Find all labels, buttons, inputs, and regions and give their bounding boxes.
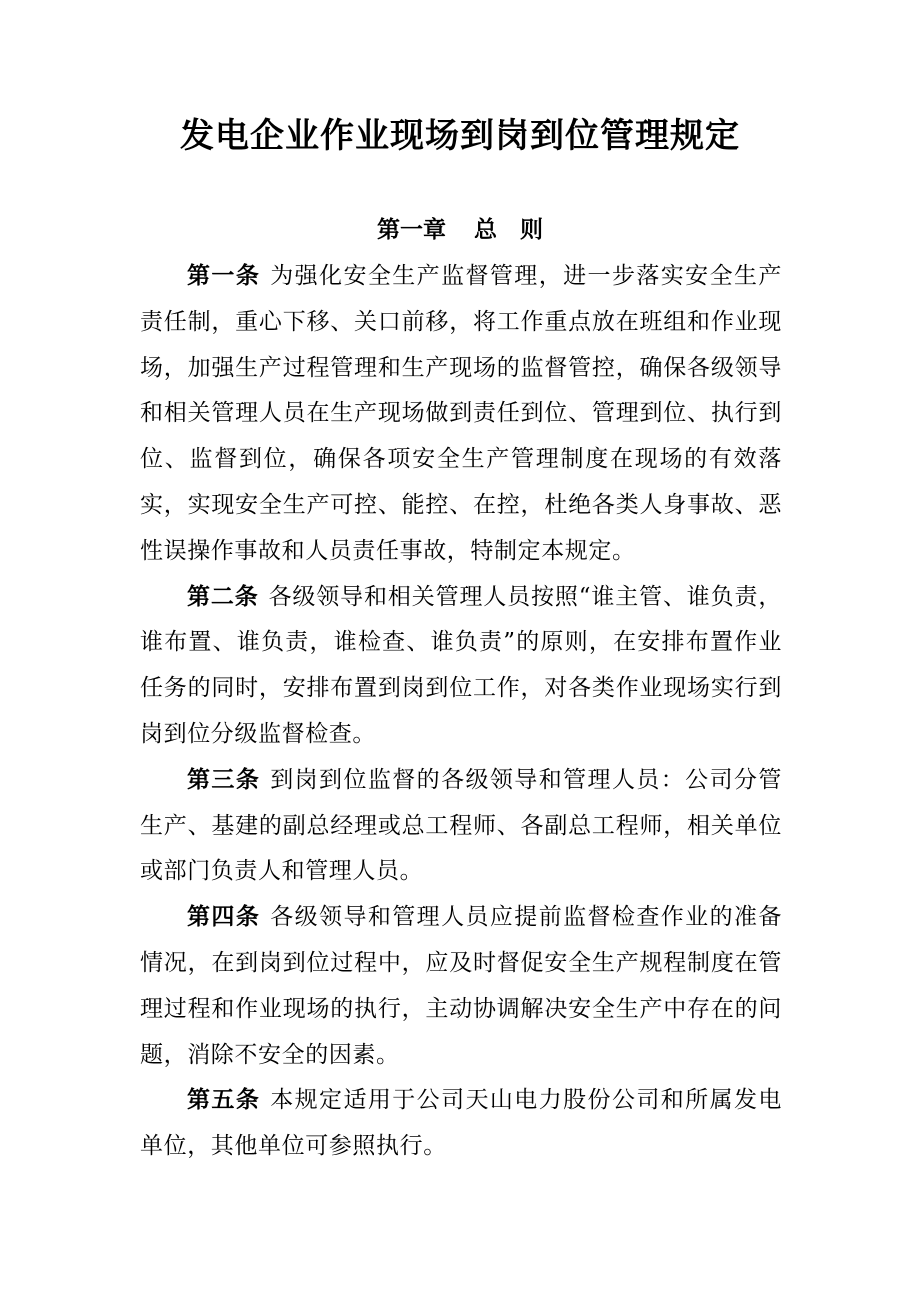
- chapter-heading: [0, 210, 920, 250]
- article-5: [140, 1078, 782, 1170]
- article-label: 第一条: [187, 263, 261, 289]
- article-label: 第三条: [187, 766, 261, 793]
- article-4: [140, 895, 782, 1078]
- article-1: [140, 254, 782, 575]
- document-title: 发电企业作业现场到岗到位管理规定: [180, 116, 740, 156]
- article-label: 第二条: [187, 583, 259, 610]
- document-body: [140, 254, 782, 1170]
- article-text: 到岗到位监督的各级领导和管理人员：公司分管生产、基建的副总经理或总工程师、各副总工程师，相关单位或部门负责人和管理人员。: [140, 766, 782, 885]
- article-text: 本规定适用于公司天山电力股份公司和所属发电单位，其他单位可参照执行。: [140, 1087, 782, 1160]
- article-3: [140, 758, 782, 895]
- article-label: 第四条: [187, 904, 261, 931]
- chapter-name: 总 则: [474, 217, 543, 243]
- article-label: 第五条: [187, 1087, 261, 1114]
- article-text: 为强化安全生产监督管理，进一步落实安全生产责任制，重心下移、关口前移，将工作重点放在班组和作业现场，加强生产过程管理和生产现场的监督管控，确保各级领导和相关管理人员在生产现场做到责任到位、管理到位、执行到位、监督到位，确保各项安全生产管理制度在现场的有效落实，实现安全生产可控、能控、在控，杜绝各类人身事故、恶性误操作事故和人员责任事故，特制定本规定。: [140, 263, 782, 564]
- article-text: 各级领导和相关管理人员按照“谁主管、谁负责，谁布置、谁负责，谁检查、谁负责”的原则，在安排布置作业任务的同时，安排布置到岗到位工作，对各类作业现场实行到岗到位分级监督检查。: [140, 583, 782, 747]
- chapter-number: 第一章: [377, 217, 446, 243]
- article-text: 各级领导和管理人员应提前监督检查作业的准备情况，在到岗到位过程中，应及时督促安全生产规程制度在管理过程和作业现场的执行，主动协调解决安全生产中存在的问题，消除不安全的因素。: [140, 904, 782, 1068]
- article-2: [140, 575, 782, 758]
